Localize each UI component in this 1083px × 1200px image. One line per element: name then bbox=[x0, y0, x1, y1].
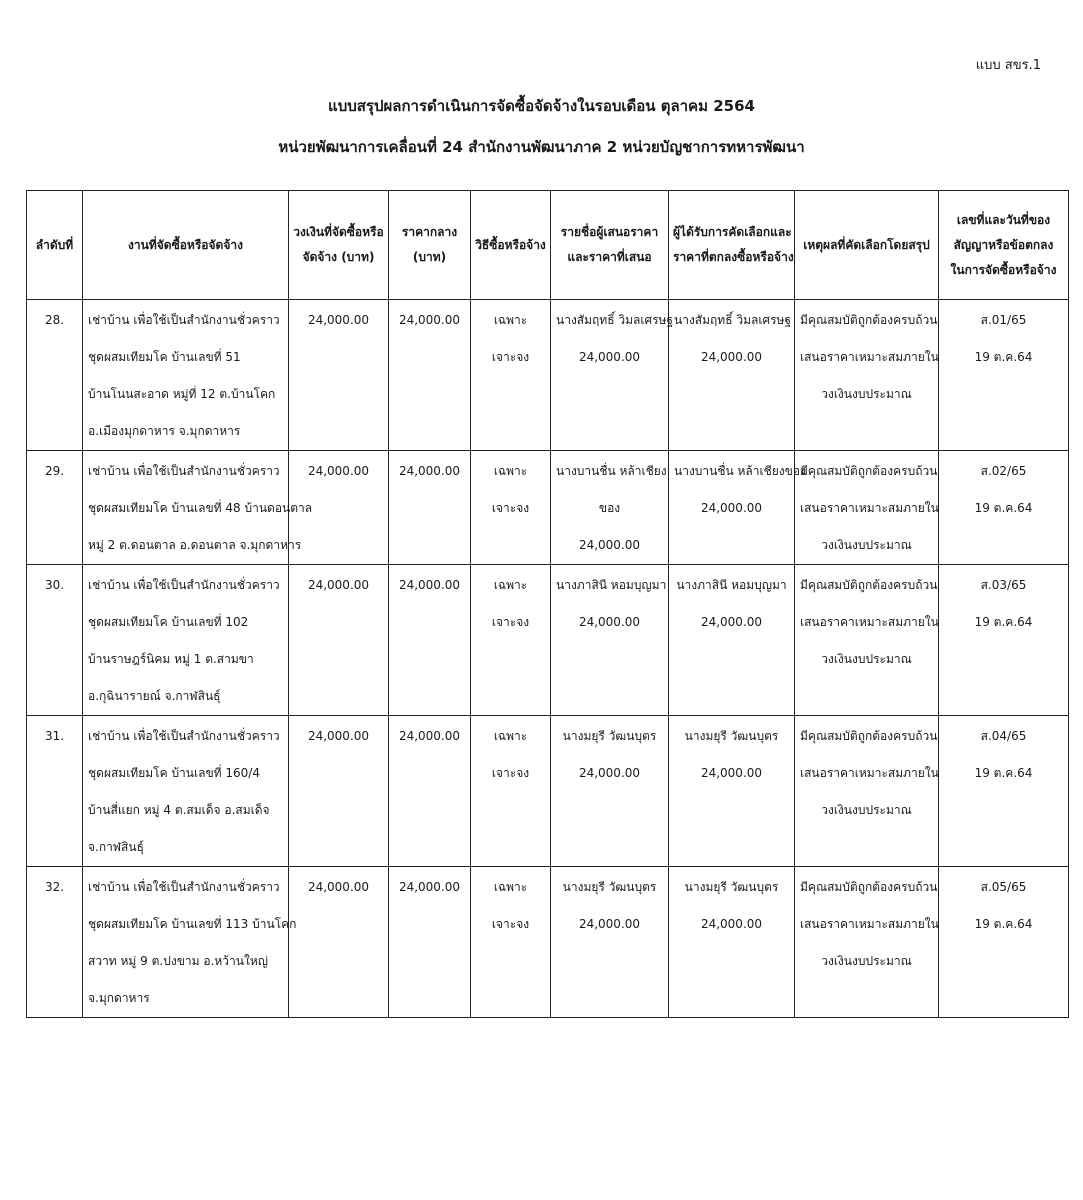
reason-line: มีคุณสมบัติถูกต้องครบถ้วน bbox=[800, 578, 938, 592]
bidder-line: 24,000.00 bbox=[578, 766, 641, 780]
contract-line: ส.05/65 bbox=[980, 880, 1027, 894]
cell-median-price: 24,000.00 bbox=[389, 867, 471, 1018]
contract-line: ส.04/65 bbox=[980, 729, 1027, 743]
bidder-line: นางมยุรี วัฒนบุตร bbox=[562, 729, 657, 743]
table-header-row bbox=[27, 191, 1069, 300]
work-line: อ.เมืองมุกดาหาร จ.มุกดาหาร bbox=[88, 424, 241, 438]
cell-method: เฉพาะเจาะจง bbox=[471, 300, 551, 451]
header-selected-line: ราคาที่ตกลงซื้อหรือจ้าง bbox=[673, 250, 794, 264]
cell-work bbox=[83, 300, 289, 451]
work-line: บ้านสี่แยก หมู่ 4 ต.สมเด็จ อ.สมเด็จ bbox=[88, 803, 270, 817]
selected-line: นางมยุรี วัฒนบุตร bbox=[684, 880, 779, 894]
header-bidders bbox=[551, 191, 669, 300]
cell-reason bbox=[795, 300, 939, 451]
header-work bbox=[83, 191, 289, 300]
reason-line: เสนอราคาเหมาะสมภายใน bbox=[800, 350, 939, 364]
cell-method: เฉพาะเจาะจง bbox=[471, 716, 551, 867]
cell-budget: 24,000.00 bbox=[289, 565, 389, 716]
cell-reason bbox=[795, 565, 939, 716]
selected-line: นางภาสินี หอมบุญมา bbox=[676, 578, 787, 592]
cell-work bbox=[83, 867, 297, 1018]
contract-line: ส.03/65 bbox=[980, 578, 1027, 592]
reason-line: วงเงินงบประมาณ bbox=[821, 803, 912, 817]
header-budget bbox=[289, 191, 389, 300]
reason-line: มีคุณสมบัติถูกต้องครบถ้วน bbox=[800, 464, 938, 478]
header-bidders-line: รายชื่อผู้เสนอราคา bbox=[560, 225, 659, 239]
bidder-line: นางภาสินี หอมบุญมา bbox=[556, 578, 667, 592]
header-budget-line: จัดจ้าง (บาท) bbox=[302, 250, 375, 264]
table-row bbox=[27, 300, 1069, 451]
reason-line: วงเงินงบประมาณ bbox=[821, 652, 912, 666]
work-line: เช่าบ้าน เพื่อใช้เป็นสำนักงานชั่วคราว bbox=[88, 880, 280, 894]
cell-budget: 24,000.00 bbox=[289, 451, 389, 565]
cell-seq: 30. bbox=[27, 565, 83, 716]
cell-bidder bbox=[551, 716, 669, 867]
cell-selected bbox=[669, 300, 795, 451]
bidder-line: นางสัมฤทธิ์ วิมลเศรษฐ bbox=[556, 313, 674, 327]
header-contract-line: ในการจัดซื้อหรือจ้าง bbox=[950, 262, 1057, 277]
header-work-label: งานที่จัดซื้อหรือจัดจ้าง bbox=[128, 237, 243, 252]
cell-budget: 24,000.00 bbox=[289, 300, 389, 451]
cell-contract bbox=[939, 867, 1069, 1018]
header-seq bbox=[27, 191, 83, 300]
table-row bbox=[27, 716, 1069, 867]
work-line: หมู่ 2 ต.ดอนตาล อ.ดอนตาล จ.มุกดาหาร bbox=[88, 538, 302, 552]
work-line: เช่าบ้าน เพื่อใช้เป็นสำนักงานชั่วคราว bbox=[88, 464, 280, 478]
selected-line: 24,000.00 bbox=[700, 501, 763, 515]
cell-bidder bbox=[551, 867, 669, 1018]
work-line: เช่าบ้าน เพื่อใช้เป็นสำนักงานชั่วคราว bbox=[88, 313, 280, 327]
cell-selected bbox=[669, 867, 795, 1018]
selected-line: 24,000.00 bbox=[700, 917, 763, 931]
work-line: เช่าบ้าน เพื่อใช้เป็นสำนักงานชั่วคราว bbox=[88, 578, 280, 592]
cell-selected bbox=[669, 716, 795, 867]
cell-budget: 24,000.00 bbox=[289, 716, 389, 867]
bidder-line: 24,000.00 bbox=[578, 917, 641, 931]
cell-seq: 28. bbox=[27, 300, 83, 451]
cell-median-price: 24,000.00 bbox=[389, 451, 471, 565]
contract-line: ส.01/65 bbox=[980, 313, 1027, 327]
bidder-line: ของ bbox=[598, 501, 621, 515]
cell-median-price: 24,000.00 bbox=[389, 300, 471, 451]
cell-selected bbox=[669, 451, 806, 565]
contract-line: ส.02/65 bbox=[980, 464, 1027, 478]
cell-work bbox=[83, 565, 289, 716]
cell-contract bbox=[939, 300, 1069, 451]
header-bidders-line: และราคาที่เสนอ bbox=[567, 250, 652, 264]
header-selected bbox=[669, 191, 795, 300]
work-line: จ.กาฬสินธุ์ bbox=[88, 840, 144, 854]
cell-method: เฉพาะเจาะจง bbox=[471, 451, 551, 565]
cell-contract bbox=[939, 716, 1069, 867]
cell-work bbox=[83, 716, 289, 867]
cell-reason bbox=[795, 716, 939, 867]
contract-line: 19 ต.ค.64 bbox=[974, 766, 1033, 780]
work-line: บ้านราษฎร์นิคม หมู่ 1 ต.สามขา bbox=[88, 652, 254, 666]
reason-line: มีคุณสมบัติถูกต้องครบถ้วน bbox=[800, 313, 938, 327]
header-median-line: ราคากลาง bbox=[401, 225, 458, 239]
form-code: แบบ สขร.1 bbox=[975, 58, 1041, 73]
cell-work bbox=[83, 451, 313, 565]
work-line: ชุดผสมเทียมโค บ้านเลขที่ 102 bbox=[88, 615, 249, 629]
cell-contract bbox=[939, 565, 1069, 716]
header-budget-line: วงเงินที่จัดซื้อหรือ bbox=[293, 225, 384, 239]
work-line: สวาท หมู่ 9 ต.ปงขาม อ.หว้านใหญ่ bbox=[88, 954, 268, 968]
header-method-label: วิธีซื้อหรือจ้าง bbox=[475, 237, 546, 252]
table-row bbox=[27, 451, 1069, 565]
reason-line: เสนอราคาเหมาะสมภายใน bbox=[800, 615, 939, 629]
work-line: ชุดผสมเทียมโค บ้านเลขที่ 48 บ้านดอนตาล bbox=[88, 501, 313, 515]
header-selected-line: ผู้ได้รับการคัดเลือกและ bbox=[673, 225, 792, 239]
header-method bbox=[471, 191, 551, 300]
cell-seq: 31. bbox=[27, 716, 83, 867]
cell-bidder bbox=[551, 451, 669, 565]
cell-median-price: 24,000.00 bbox=[389, 565, 471, 716]
reason-line: มีคุณสมบัติถูกต้องครบถ้วน bbox=[800, 880, 938, 894]
work-line: ชุดผสมเทียมโค บ้านเลขที่ 113 บ้านโคก bbox=[88, 917, 297, 931]
cell-contract bbox=[939, 451, 1069, 565]
cell-method: เฉพาะเจาะจง bbox=[471, 565, 551, 716]
document-subtitle: หน่วยพัฒนาการเคลื่อนที่ 24 สำนักงานพัฒนาภาค 2 หน่วยบัญชาการทหารพัฒนา bbox=[278, 138, 805, 156]
reason-line: วงเงินงบประมาณ bbox=[821, 954, 912, 968]
selected-line: 24,000.00 bbox=[700, 766, 763, 780]
cell-bidder bbox=[551, 565, 669, 716]
header-median-price bbox=[389, 191, 471, 300]
document-title: แบบสรุปผลการดำเนินการจัดซื้อจัดจ้างในรอบเดือน ตุลาคม 2564 bbox=[328, 97, 755, 115]
reason-line: เสนอราคาเหมาะสมภายใน bbox=[800, 766, 939, 780]
reason-line: มีคุณสมบัติถูกต้องครบถ้วน bbox=[800, 729, 938, 743]
bidder-line: 24,000.00 bbox=[578, 538, 641, 552]
cell-reason bbox=[795, 867, 939, 1018]
cell-selected bbox=[669, 565, 795, 716]
selected-line: นางบานชื่น หล้าเชียงของ bbox=[674, 464, 806, 478]
selected-line: 24,000.00 bbox=[700, 350, 763, 364]
header-contract-line: สัญญาหรือข้อตกลง bbox=[953, 237, 1054, 252]
cell-median-price: 24,000.00 bbox=[389, 716, 471, 867]
cell-reason bbox=[795, 451, 939, 565]
work-line: ชุดผสมเทียมโค บ้านเลขที่ 160/4 bbox=[88, 766, 260, 780]
work-line: เช่าบ้าน เพื่อใช้เป็นสำนักงานชั่วคราว bbox=[88, 729, 280, 743]
cell-seq: 32. bbox=[27, 867, 83, 1018]
selected-line: 24,000.00 bbox=[700, 615, 763, 629]
reason-line: เสนอราคาเหมาะสมภายใน bbox=[800, 917, 939, 931]
contract-line: 19 ต.ค.64 bbox=[974, 615, 1033, 629]
bidder-line: นางมยุรี วัฒนบุตร bbox=[562, 880, 657, 894]
header-reason-label: เหตุผลที่คัดเลือกโดยสรุป bbox=[803, 237, 930, 252]
header-reason bbox=[795, 191, 939, 300]
cell-bidder bbox=[551, 300, 674, 451]
work-line: จ.มุกดาหาร bbox=[88, 991, 150, 1005]
bidder-line: นางบานชื่น หล้าเชียง bbox=[556, 464, 667, 478]
cell-method: เฉพาะเจาะจง bbox=[471, 867, 551, 1018]
reason-line: วงเงินงบประมาณ bbox=[821, 387, 912, 401]
work-line: ชุดผสมเทียมโค บ้านเลขที่ 51 bbox=[88, 350, 241, 364]
work-line: อ.กุฉินารายณ์ จ.กาฬสินธุ์ bbox=[88, 689, 221, 703]
table-row bbox=[27, 565, 1069, 716]
selected-line: นางสัมฤทธิ์ วิมลเศรษฐ bbox=[674, 313, 792, 327]
contract-line: 19 ต.ค.64 bbox=[974, 917, 1033, 931]
bidder-line: 24,000.00 bbox=[578, 350, 641, 364]
contract-line: 19 ต.ค.64 bbox=[974, 501, 1033, 515]
contract-line: 19 ต.ค.64 bbox=[974, 350, 1033, 364]
selected-line: นางมยุรี วัฒนบุตร bbox=[684, 729, 779, 743]
header-median-line: (บาท) bbox=[412, 250, 447, 264]
work-line: บ้านโนนสะอาด หมู่ที่ 12 ต.บ้านโคก bbox=[88, 387, 276, 401]
header-seq-label: ลำดับที่ bbox=[35, 237, 74, 252]
bidder-line: 24,000.00 bbox=[578, 615, 641, 629]
header-contract-line: เลขที่และวันที่ของ bbox=[956, 212, 1051, 227]
table-row bbox=[27, 867, 1069, 1018]
reason-line: วงเงินงบประมาณ bbox=[821, 538, 912, 552]
procurement-summary-table bbox=[26, 190, 1069, 1018]
reason-line: เสนอราคาเหมาะสมภายใน bbox=[800, 501, 939, 515]
header-contract bbox=[939, 191, 1069, 300]
cell-budget: 24,000.00 bbox=[289, 867, 389, 1018]
cell-seq: 29. bbox=[27, 451, 83, 565]
